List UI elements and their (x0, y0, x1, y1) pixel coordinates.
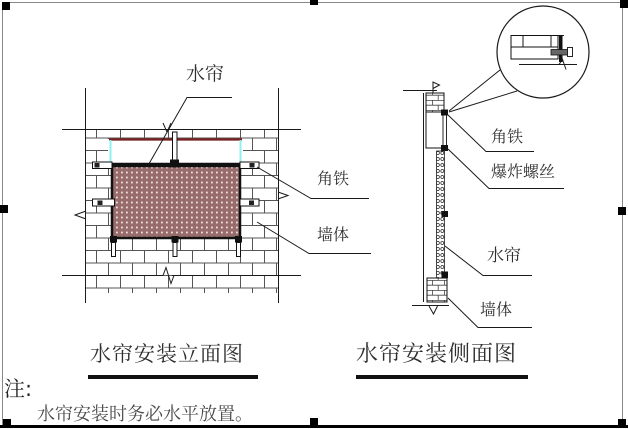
side-opening-block (426, 112, 444, 148)
note-text: 水帘安装时务必水平放置。 (37, 404, 253, 425)
label-angle-iron-side: 角铁 (491, 127, 524, 146)
label-angle-iron-elevation: 角铁 (317, 169, 350, 188)
water-curtain-panel (112, 164, 240, 238)
side-angle-iron (443, 110, 447, 150)
resize-handle-bottom-left[interactable] (3, 419, 11, 427)
caption-elevation: 水帘安装立面图 (90, 342, 244, 366)
detail-screw (551, 50, 568, 56)
note-prefix: 注: (4, 377, 33, 401)
frame-left-border (2, 2, 3, 427)
detail-balloon (449, 6, 589, 112)
label-wall-side: 墙体 (480, 300, 513, 319)
caption-side-underline (356, 375, 528, 379)
resize-handle-bottom-middle[interactable] (310, 418, 318, 426)
label-explosion-bolt: 爆炸螺丝 (491, 162, 556, 181)
curtain-clip-lower (442, 272, 449, 279)
resize-handle-top-right[interactable] (620, 0, 628, 8)
elevation-view (62, 88, 371, 303)
resize-handle-middle-left[interactable] (0, 205, 8, 213)
side-bottom-line (412, 306, 449, 315)
side-wall-bottom-block (427, 278, 447, 302)
side-wall-top-block (426, 93, 444, 112)
resize-handle-middle-right[interactable] (618, 207, 626, 215)
label-wall-elevation: 墙体 (317, 225, 350, 244)
caption-elevation-underline (88, 375, 258, 379)
label-curtain-side: 水帘 (487, 246, 521, 266)
break-mark-left (75, 211, 86, 219)
resize-handle-top-middle[interactable] (310, 0, 318, 5)
resize-handle-top-left[interactable] (2, 2, 10, 10)
label-curtain-elevation: 水帘 (186, 63, 225, 85)
curtain-clip-upper (442, 211, 449, 217)
detail-screw-head (568, 48, 573, 57)
detail-angle-iron (559, 35, 563, 62)
caption-side: 水帘安装侧面图 (356, 342, 518, 367)
break-mark-right (278, 192, 288, 199)
resize-handle-bottom-right[interactable] (618, 419, 626, 427)
side-view (403, 82, 564, 328)
explosion-bolt-mid (441, 145, 448, 151)
